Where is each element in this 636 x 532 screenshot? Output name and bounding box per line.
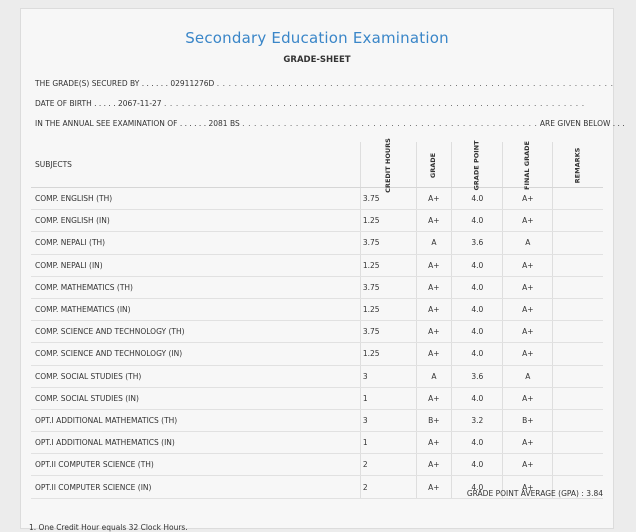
remarks-cell (553, 432, 603, 454)
remarks-cell (553, 276, 603, 298)
credit-hours-cell: 3.75 (360, 321, 416, 343)
grades-label: THE GRADE(S) SECURED BY . . . . . . (35, 79, 168, 88)
table-row (31, 298, 603, 320)
credit-hours-cell: 3.75 (360, 188, 416, 210)
credit-hours-cell: 2 (360, 476, 416, 498)
exam-dots: . . . . . . . . . . . . . . . . . . . . . . . . . . . . . . . . . . . . . . . . . . . . . . . . . . (242, 119, 538, 128)
grade-cell: A+ (416, 254, 452, 276)
symbol-number: 02911276D (170, 79, 215, 88)
subject-cell: OPT.II COMPUTER SCIENCE (TH) (31, 454, 360, 476)
table-row (31, 276, 603, 298)
info-line-grades (35, 79, 614, 88)
final-grade-cell: A+ (503, 454, 553, 476)
table-row (31, 321, 603, 343)
grade-point-cell: 3.6 (452, 365, 503, 387)
subject-cell: OPT.I ADDITIONAL MATHEMATICS (TH) (31, 409, 360, 431)
remarks-cell (553, 454, 603, 476)
grade-point-cell: 4.0 (452, 476, 503, 498)
credit-hours-cell: 3 (360, 365, 416, 387)
grade-point-cell: 4.0 (452, 210, 503, 232)
exam-suffix: ARE GIVEN BELOW . . . (539, 119, 625, 128)
table-row (31, 232, 603, 254)
gpa-label: GRADE POINT AVERAGE (GPA) : (466, 489, 584, 498)
table-row (31, 387, 603, 409)
final-grade-cell: A+ (503, 432, 553, 454)
grade-cell: A (416, 365, 452, 387)
final-grade-cell: A+ (503, 188, 553, 210)
subject-cell: COMP. MATHEMATICS (TH) (31, 276, 360, 298)
remarks-cell (553, 409, 603, 431)
remarks-cell (553, 387, 603, 409)
remarks-cell (553, 210, 603, 232)
table-row (31, 343, 603, 365)
exam-label: IN THE ANNUAL SEE EXAMINATION OF . . . . . . (35, 119, 207, 128)
subject-cell: COMP. MATHEMATICS (IN) (31, 298, 360, 320)
grade-point-cell: 4.0 (452, 432, 503, 454)
grade-sheet (20, 8, 625, 532)
grade-point-cell: 3.2 (452, 409, 503, 431)
dob-label: DATE OF BIRTH . . . . . (35, 99, 116, 108)
header-credit-hours: CREDIT HOURS (360, 142, 416, 188)
grade-point-cell: 4.0 (452, 321, 503, 343)
table-row (31, 432, 603, 454)
subject-cell: COMP. SCIENCE AND TECHNOLOGY (TH) (31, 321, 360, 343)
grade-cell: A+ (416, 387, 452, 409)
header-grade: GRADE (416, 142, 452, 188)
final-grade-cell: A (503, 232, 553, 254)
final-grade-cell: B+ (503, 409, 553, 431)
grade-cell: A+ (416, 298, 452, 320)
subject-cell: COMP. SOCIAL STUDIES (TH) (31, 365, 360, 387)
header-remarks: REMARKS (553, 142, 603, 188)
grade-point-cell: 4.0 (452, 298, 503, 320)
credit-hours-cell: 3 (360, 409, 416, 431)
grade-cell: A+ (416, 476, 452, 498)
table-row (31, 188, 603, 210)
header-subjects: SUBJECTS (31, 142, 360, 188)
credit-hours-cell: 1.25 (360, 254, 416, 276)
credit-hours-cell: 1 (360, 432, 416, 454)
page-title: Secondary Education Examination (185, 29, 449, 47)
credit-hours-cell: 1.25 (360, 298, 416, 320)
grade-point-cell: 4.0 (452, 454, 503, 476)
exam-year: 2081 BS (208, 119, 240, 128)
remarks-cell (553, 343, 603, 365)
table-row (31, 365, 603, 387)
grade-cell: A+ (416, 210, 452, 232)
info-line-dob (35, 99, 585, 108)
grade-point-cell: 4.0 (452, 276, 503, 298)
remarks-cell (553, 232, 603, 254)
remarks-cell (553, 188, 603, 210)
subject-cell: COMP. SOCIAL STUDIES (IN) (31, 387, 360, 409)
final-grade-cell: A+ (503, 254, 553, 276)
grade-cell: A+ (416, 343, 452, 365)
subject-cell: COMP. SCIENCE AND TECHNOLOGY (IN) (31, 343, 360, 365)
grade-point-cell: 4.0 (452, 254, 503, 276)
remarks-cell (553, 254, 603, 276)
subject-cell: COMP. ENGLISH (TH) (31, 188, 360, 210)
subject-cell: COMP. NEPALI (IN) (31, 254, 360, 276)
grade-point-cell: 4.0 (452, 188, 503, 210)
final-grade-cell: A+ (503, 276, 553, 298)
final-grade-cell: A (503, 365, 553, 387)
remarks-cell (553, 321, 603, 343)
final-grade-cell: A+ (503, 321, 553, 343)
grade-point-cell: 3.6 (452, 232, 503, 254)
final-grade-cell: A+ (503, 343, 553, 365)
date-of-birth: 2067-11-27 (117, 99, 162, 108)
remarks-cell (553, 298, 603, 320)
credit-hours-cell: 1.25 (360, 343, 416, 365)
header-grade-point: GRADE POINT (452, 142, 503, 188)
final-grade-cell: A+ (503, 210, 553, 232)
grade-point-cell: 4.0 (452, 387, 503, 409)
final-grade-cell: A+ (503, 476, 553, 498)
credit-hours-cell: 3.75 (360, 232, 416, 254)
credit-hours-cell: 2 (360, 454, 416, 476)
credit-hours-cell: 3.75 (360, 276, 416, 298)
final-grade-cell: A+ (503, 387, 553, 409)
table-row (31, 254, 603, 276)
grade-cell: A+ (416, 276, 452, 298)
grade-point-cell: 4.0 (452, 343, 503, 365)
header-final-grade: FINAL GRADE (503, 142, 553, 188)
grades-table (31, 137, 603, 499)
info-line-exam (35, 119, 625, 128)
page-subtitle: GRADE-SHEET (283, 55, 351, 65)
grade-cell: A+ (416, 454, 452, 476)
final-grade-cell: A+ (503, 298, 553, 320)
subject-cell: OPT.II COMPUTER SCIENCE (IN) (31, 476, 360, 498)
subject-cell: COMP. NEPALI (TH) (31, 232, 360, 254)
grades-dots: . . . . . . . . . . . . . . . . . . . . . . . . . . . . . . . . . . . . . . . . . . . . . . . . . . . . . . . . . . . . . . . . . . . (216, 79, 614, 88)
table-header-row (31, 142, 603, 188)
grade-cell: A+ (416, 321, 452, 343)
credit-hours-cell: 1 (360, 387, 416, 409)
grade-cell: A+ (416, 432, 452, 454)
subject-cell: COMP. ENGLISH (IN) (31, 210, 360, 232)
subject-cell: OPT.I ADDITIONAL MATHEMATICS (IN) (31, 432, 360, 454)
table-row (31, 210, 603, 232)
grade-cell: B+ (416, 409, 452, 431)
table-row (31, 454, 603, 476)
footnote: 1. One Credit Hour equals 32 Clock Hours. (29, 523, 188, 532)
gpa-summary (467, 489, 603, 498)
dob-dots: . . . . . . . . . . . . . . . . . . . . . . . . . . . . . . . . . . . . . . . . . . . . . . . . . . . . . . . . . . . . . . . . . . . . . . . (163, 99, 585, 108)
grade-cell: A (416, 232, 452, 254)
credit-hours-cell: 1.25 (360, 210, 416, 232)
table-row (31, 409, 603, 431)
grade-cell: A+ (416, 188, 452, 210)
gpa-value: 3.84 (586, 489, 603, 498)
remarks-cell (553, 365, 603, 387)
